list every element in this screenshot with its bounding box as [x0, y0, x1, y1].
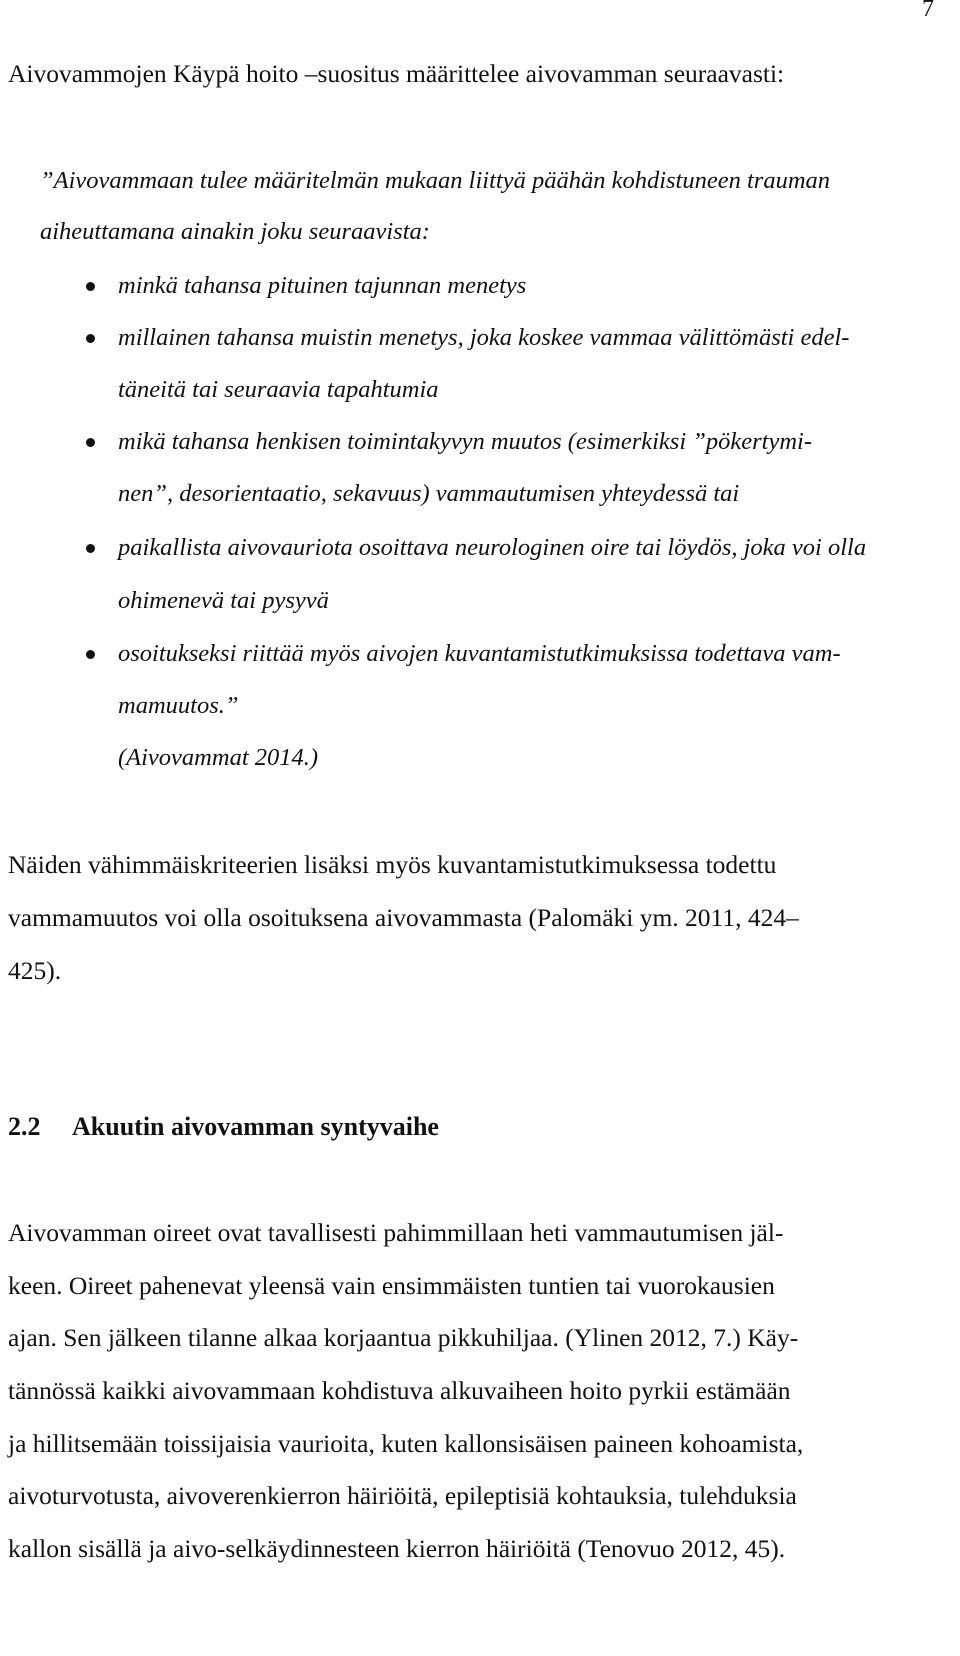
section-heading [8, 1111, 439, 1143]
bullet-icon [86, 282, 95, 291]
paragraph-line: ajan. Sen jälkeen tilanne alkaa korjaantua pikkuhiljaa. (Ylinen 2012, 7.) Käy- [8, 1323, 799, 1352]
paragraph-line: 425). [8, 956, 62, 985]
paragraph-line: Aivovamman oireet ovat tavallisesti pahimmillaan heti vammautumisen jäl- [8, 1218, 784, 1247]
bullet-icon [86, 438, 95, 447]
quote-bullet-line: nen”, desorientaatio, sekavuus) vammautumisen yhteydessä tai [118, 480, 740, 507]
intro-text: Aivovammojen Käypä hoito –suositus määrittelee aivovamman seuraavasti: [8, 59, 785, 88]
paragraph-line: aivoturvotusta, aivoverenkierron häiriöitä, epileptisiä kohtauksia, tulehduksia [8, 1481, 797, 1510]
quote-bullet-line: paikallista aivovauriota osoittava neurologinen oire tai löydös, joka voi olla [118, 534, 867, 561]
quote-bullet-line: ohimenevä tai pysyvä [118, 587, 329, 614]
section-number: 2.2 [8, 1112, 41, 1141]
paragraph-line: kallon sisällä ja aivo-selkäydinnesteen kierron häiriöitä (Tenovuo 2012, 45). [8, 1534, 786, 1563]
quote-bullet-line: minkä tahansa pituinen tajunnan menetys [118, 272, 527, 299]
bullet-icon [86, 334, 95, 343]
paragraph-line: vammamuutos voi olla osoituksena aivovammasta (Palomäki ym. 2011, 424– [8, 903, 799, 932]
quote-bullet-line: mamuutos.” [118, 692, 239, 719]
quote-bullet-line: mikä tahansa henkisen toimintakyvyn muutos (esimerkiksi ”pökertymi- [118, 428, 813, 455]
quote-citation: (Aivovammat 2014.) [118, 744, 319, 771]
page-number: 7 [922, 0, 934, 22]
paragraph-line: Näiden vähimmäiskriteerien lisäksi myös kuvantamistutkimuksessa todettu [8, 850, 777, 879]
quote-line: aiheuttamana ainakin joku seuraavista: [40, 218, 430, 245]
quote-bullet-line: osoitukseksi riittää myös aivojen kuvantamistutkimuksissa todettava vam- [118, 640, 841, 667]
quote-bullet-line: millainen tahansa muistin menetys, joka koskee vammaa välittömästi edel- [118, 324, 850, 351]
quote-line: ”Aivovammaan tulee määritelmän mukaan liittyä päähän kohdistuneen trauman [40, 167, 831, 194]
paragraph-line: tännössä kaikki aivovammaan kohdistuva alkuvaiheen hoito pyrkii estämään [8, 1376, 791, 1405]
paragraph-line: ja hillitsemään toissijaisia vaurioita, kuten kallonsisäisen paineen kohoamista, [8, 1429, 804, 1458]
bullet-icon [86, 650, 95, 659]
section-title: Akuutin aivovamman syntyvaihe [72, 1112, 439, 1141]
quote-bullet-line: täneitä tai seuraavia tapahtumia [118, 376, 439, 403]
paragraph-line: keen. Oireet pahenevat yleensä vain ensimmäisten tuntien tai vuorokausien [8, 1271, 775, 1300]
bullet-icon [86, 544, 95, 553]
